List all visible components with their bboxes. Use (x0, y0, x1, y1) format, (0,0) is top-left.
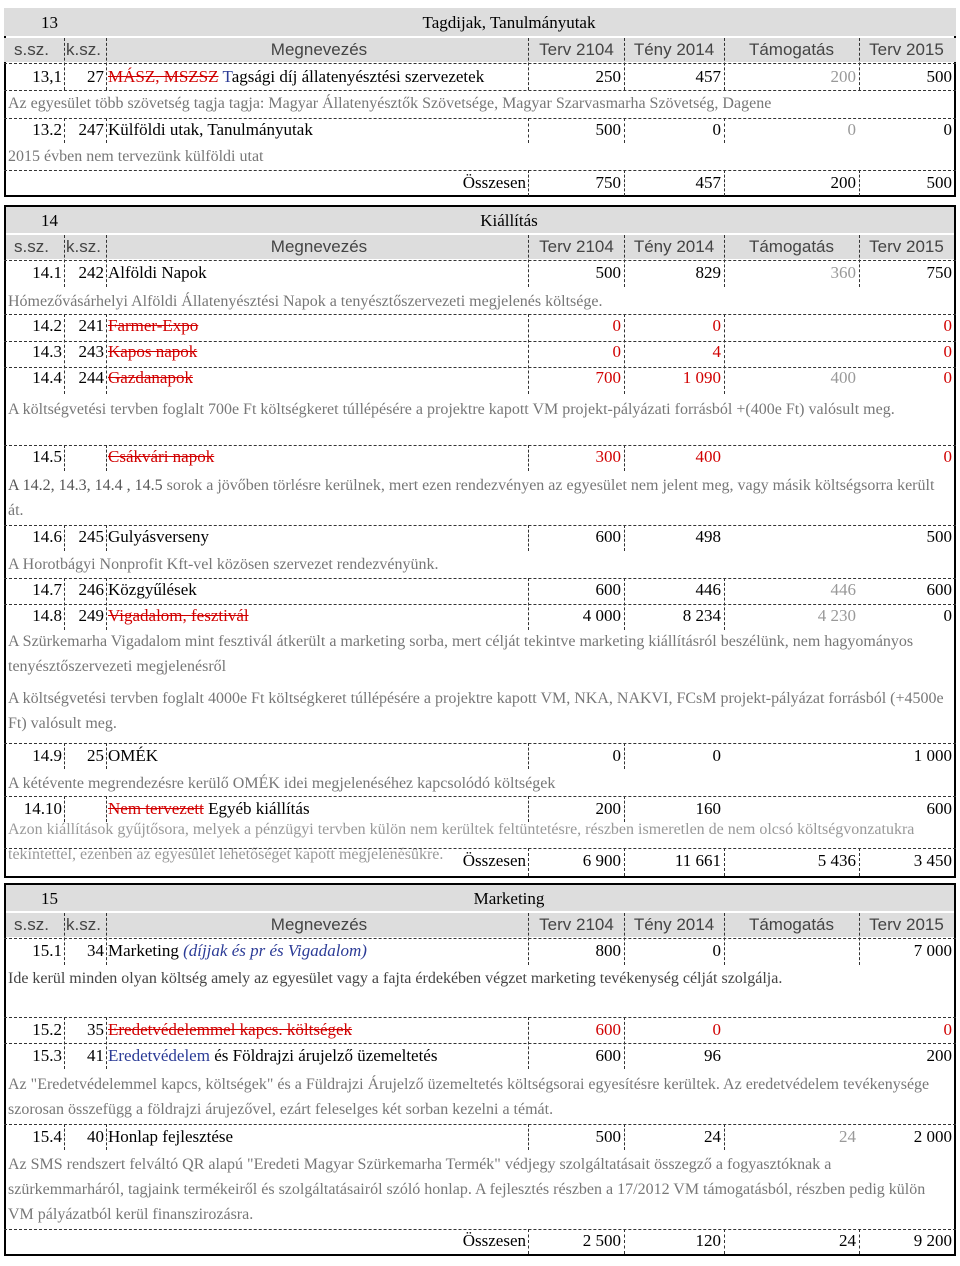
section-15 (4, 883, 956, 1256)
row-tamogatas: 200 (830, 67, 856, 86)
row-name-italic: (díjjak és pr és (183, 941, 288, 960)
column-divider (528, 913, 529, 965)
total-label: Összesen (462, 1231, 526, 1250)
column-divider (106, 118, 107, 143)
row-ksz: 35 (87, 1020, 104, 1039)
column-divider (64, 796, 65, 822)
row-ksz: 27 (87, 67, 104, 86)
table-row-divider (4, 1043, 956, 1044)
row-terv2015: 0 (943, 1020, 952, 1039)
column-divider (859, 1229, 860, 1254)
total-label: Összesen (462, 851, 526, 870)
row-note: 2015 évben nem tervezünk külföldi utat (8, 148, 264, 165)
column-divider (624, 743, 625, 769)
row-name: Csákvári napok (108, 447, 215, 466)
table-row-divider (4, 938, 956, 939)
row-terv2015: 2 000 (913, 1127, 952, 1146)
column-divider (528, 445, 529, 471)
row-terv: 600 (595, 1020, 621, 1039)
row-note: Az SMS rendszert felváltó QR alapú "Eredeti Magyar Szürkemarha Termék" védjegy szolgáltatásait összegző a fogyasztóknak a szürkemmarháról, tagjaink termékeiről és szolgáltatásairól szóló honlap. A fejlesztés részben a 17/2012 VM támogatásból, részben pedig külön VM pályázatból kerül finanszirozásra. (8, 1156, 926, 1223)
row-tamogatas: 4 230 (817, 606, 856, 625)
column-divider (624, 445, 625, 471)
row-terv: 0 (612, 746, 621, 765)
section-number: 13 (41, 13, 58, 32)
row-ssz: 15.1 (32, 941, 62, 960)
header-ksz: k.sz. (66, 40, 101, 59)
row-name-main: Marketing (108, 941, 184, 960)
header-name: Megnevezés (270, 237, 368, 256)
row-teny: 8 234 (682, 606, 721, 625)
row-ssz: 14.5 (32, 447, 62, 466)
row-ssz: 14.3 (32, 342, 62, 361)
row-note: Az egyesület több szövetség tagja tagja: Magyar Állatenyésztők Szövetsége, Magyar Szarvasmarha Szövetség, Dagene (8, 95, 772, 112)
row-ssz: 14.4 (32, 368, 62, 387)
row-ksz: 25 (87, 746, 104, 765)
column-divider (106, 38, 107, 90)
column-divider (528, 743, 529, 769)
row-name: Közgyűlések (108, 580, 197, 599)
row-terv: 600 (595, 580, 621, 599)
column-divider (724, 1124, 725, 1150)
row-ssz: 13,1 (32, 67, 62, 86)
section-title: Marketing (473, 889, 545, 908)
header-terv2104: Terv 2104 (539, 40, 614, 59)
column-divider (724, 170, 725, 196)
section-14 (4, 205, 956, 878)
column-divider (859, 38, 860, 90)
row-name (108, 941, 528, 961)
column-divider (64, 314, 65, 394)
column-divider (624, 578, 625, 630)
row-terv: 250 (595, 67, 621, 86)
row-name: Honlap fejlesztése (108, 1127, 234, 1146)
row-name-rest: és Földrajzi árujelző üzemeltetés (209, 1046, 438, 1065)
column-divider (624, 170, 625, 196)
column-divider (859, 170, 860, 196)
total-terv2015: 3 450 (913, 851, 952, 870)
column-divider (859, 848, 860, 876)
header-terv2104: Terv 2104 (539, 237, 614, 256)
header-teny2014: Tény 2014 (633, 915, 715, 934)
column-divider (859, 913, 860, 965)
row-tamogatas: 400 (830, 368, 856, 387)
row-terv: 500 (595, 263, 621, 282)
table-row-divider (4, 743, 956, 744)
row-teny: 1 090 (682, 368, 721, 387)
header-teny2014: Tény 2014 (633, 237, 715, 256)
row-name-blue: Eredetvédelem (108, 1046, 210, 1065)
row-name-blue: Vigadalom) (287, 941, 367, 960)
row-terv2015: 600 (926, 799, 952, 818)
header-ksz: k.sz. (66, 237, 101, 256)
row-ksz: 41 (87, 1046, 104, 1065)
row-name (108, 67, 528, 87)
column-divider (528, 578, 529, 630)
row-teny: 0 (712, 941, 721, 960)
row-ssz: 14.9 (32, 746, 62, 765)
header-terv2015: Terv 2015 (869, 40, 944, 59)
column-divider (106, 314, 107, 394)
row-terv2015: 0 (943, 120, 952, 139)
row-name-struck: Nem tervezett (108, 799, 204, 818)
row-ssz: 14.8 (32, 606, 62, 625)
header-tamogatas: Támogatás (748, 915, 835, 934)
row-note: Hómezővásárhelyi Alföldi Állatenyésztési Napok a tenyésztőszervezeti megjelenés költsége. (8, 293, 603, 310)
section-title: Tagdijak, Tanulmányutak (422, 13, 596, 32)
section-13 (4, 0, 956, 197)
row-note: A kétévente megrendezésre kerülő OMÉK idei megjelenéséhez kapcsolódó költségek (8, 775, 556, 792)
row-name (108, 799, 528, 819)
row-name: Külföldi utak, Tanulmányutak (108, 120, 313, 139)
row-terv: 800 (595, 941, 621, 960)
row-terv2015: 500 (926, 527, 952, 546)
row-ssz: 15.3 (32, 1046, 62, 1065)
column-divider (859, 235, 860, 287)
row-name: Farmer-Expo (108, 316, 199, 335)
total-tamogatas: 5 436 (817, 851, 856, 870)
row-tamogatas: 0 (847, 120, 856, 139)
row-terv: 500 (595, 120, 621, 139)
column-divider (106, 913, 107, 965)
column-divider (528, 1229, 529, 1254)
column-divider (724, 235, 725, 287)
column-divider (106, 525, 107, 551)
row-terv: 300 (595, 447, 621, 466)
row-note-rows: A 14.2, 14.3, 14.4 , 14.5 (8, 477, 163, 494)
total-terv2015: 500 (926, 173, 952, 192)
row-terv: 600 (595, 1046, 621, 1065)
row-terv2015: 0 (943, 342, 952, 361)
header-name: Megnevezés (270, 40, 368, 59)
header-terv2104: Terv 2104 (539, 915, 614, 934)
column-divider (64, 1017, 65, 1069)
table-row-divider (4, 1124, 956, 1125)
column-divider (528, 1017, 529, 1069)
row-ksz: 34 (87, 941, 104, 960)
table-row-divider (4, 118, 956, 119)
row-ksz: 243 (78, 342, 104, 361)
table-row-divider (4, 445, 956, 446)
column-divider (528, 118, 529, 143)
row-teny: 498 (695, 527, 721, 546)
row-name: Gazdanapok (108, 368, 193, 387)
row-terv: 4 000 (582, 606, 621, 625)
total-terv2015: 9 200 (913, 1231, 952, 1250)
column-divider (528, 235, 529, 287)
table-row-divider (4, 525, 956, 526)
row-note: A Szürkemarha Vigadalom mint fesztivál átkerült a marketing sorba, mert célját tekintve marketing kiállításról beszélünk, nem hagyományos tenyésztőszervezeti megjelenésről (8, 633, 914, 675)
column-divider (724, 848, 725, 876)
row-ksz: 242 (78, 263, 104, 282)
row-terv2015: 0 (943, 368, 952, 387)
column-divider (64, 118, 65, 143)
row-terv: 0 (612, 316, 621, 335)
table-row-divider (4, 848, 956, 849)
row-tamogatas: 24 (839, 1127, 856, 1146)
column-divider (624, 1229, 625, 1254)
row-teny: 829 (695, 263, 721, 282)
column-divider (624, 1124, 625, 1150)
row-note: Ide kerül minden olyan költség amely az egyesület vagy a fajta érdekében végzet marketing tevékenység célját szolgálja. (8, 970, 783, 987)
row-note: A Horotbágyi Nonprofit Kft-vel közösen szervezet rendezvényünk. (8, 556, 439, 573)
row-name: OMÉK (108, 746, 159, 765)
column-divider (724, 578, 725, 630)
column-divider (624, 848, 625, 876)
table-row-divider (4, 260, 956, 261)
row-name: Gulyásverseny (108, 527, 210, 546)
row-name: Alföldi Napok (108, 263, 207, 282)
row-terv: 0 (612, 342, 621, 361)
row-terv2015: 7 000 (913, 941, 952, 960)
row-name: Kapos napok (108, 342, 198, 361)
table-row-divider (4, 170, 956, 171)
section-number: 14 (41, 211, 58, 230)
column-divider (624, 118, 625, 143)
total-terv: 750 (595, 173, 621, 192)
column-divider (106, 743, 107, 769)
row-tamogatas: 360 (830, 263, 856, 282)
row-terv2015: 1 000 (913, 746, 952, 765)
row-teny: 0 (712, 316, 721, 335)
header-terv2015: Terv 2015 (869, 915, 944, 934)
row-name (108, 1046, 528, 1066)
column-divider (724, 38, 725, 90)
column-divider (528, 525, 529, 551)
row-teny: 457 (695, 67, 721, 86)
row-name-struck: MÁSZ, MSZSZ (108, 67, 219, 86)
row-teny: 0 (712, 746, 721, 765)
column-divider (624, 525, 625, 551)
row-note (8, 473, 948, 523)
column-divider (64, 913, 65, 965)
column-divider (724, 1229, 725, 1254)
row-note: Az "Eredetvédelemmel kapcs, költségek" és a Füldrajzi Árujelző üzemeltetés költségsorai egyesítésre kerültek. Az eredetvédelem tevékenysége szorosan összefügg a földrajzi árujezővel, ezárt feleselges két sorban kezelni a témát. (8, 1076, 930, 1118)
column-divider (724, 314, 725, 394)
row-ksz: 246 (78, 580, 104, 599)
row-terv: 500 (595, 1127, 621, 1146)
row-tamogatas: 446 (830, 580, 856, 599)
row-name-rest: Egyéb kiállítás (203, 799, 310, 818)
header-tamogatas: Támogatás (748, 237, 835, 256)
section-number: 15 (41, 889, 58, 908)
column-divider (64, 1124, 65, 1150)
row-teny: 0 (712, 1020, 721, 1039)
column-divider (624, 1017, 625, 1069)
row-ksz: 40 (87, 1127, 104, 1146)
column-divider (624, 38, 625, 90)
row-teny: 160 (695, 799, 721, 818)
row-name: Vigadalom, fesztivál (108, 606, 249, 625)
row-teny: 96 (704, 1046, 721, 1065)
column-divider (64, 38, 65, 90)
column-divider (528, 848, 529, 876)
column-divider (64, 578, 65, 630)
column-divider (106, 1017, 107, 1069)
row-note: A költségvetési tervben foglalt 4000e Ft költségkeret túllépésére a projektre kapott VM, NKA, NAKVI, FCsM projekt-pályázat forrásból (+4500e Ft) valósult meg. (8, 690, 944, 732)
table-row-divider (4, 314, 956, 315)
table-row-divider (4, 578, 956, 579)
table-row-divider (4, 1017, 956, 1018)
row-terv: 600 (595, 527, 621, 546)
header-ssz: s.sz. (14, 915, 49, 934)
column-divider (106, 445, 107, 471)
column-divider (528, 170, 529, 196)
column-divider (106, 578, 107, 630)
row-teny: 400 (695, 447, 721, 466)
row-ksz: 245 (78, 527, 104, 546)
row-terv2015: 0 (943, 447, 952, 466)
row-name-rest: agsági díj állatenyésztési szervezetek (231, 67, 485, 86)
row-terv2015: 0 (943, 316, 952, 335)
column-divider (724, 913, 725, 965)
column-divider (64, 525, 65, 551)
row-teny: 446 (695, 580, 721, 599)
column-divider (106, 1124, 107, 1150)
total-terv: 6 900 (582, 851, 621, 870)
row-ssz: 14.7 (32, 580, 62, 599)
row-ksz: 244 (78, 368, 104, 387)
column-divider (624, 314, 625, 394)
header-teny2014: Tény 2014 (633, 40, 715, 59)
table-row-divider (4, 1229, 956, 1230)
row-note-rest: sorok a jövőben törlésre kerülnek, mert ezen rendezvényen az egyesület nem jelent meg, vagy másik költségsorra került át. (8, 477, 935, 519)
row-terv2015: 500 (926, 67, 952, 86)
table-row-divider (4, 63, 956, 64)
row-terv2015: 750 (926, 263, 952, 282)
row-ssz: 14.1 (32, 263, 62, 282)
column-divider (106, 235, 107, 287)
column-divider (106, 796, 107, 822)
header-tamogatas: Támogatás (748, 40, 835, 59)
row-name-blue: T (222, 67, 232, 86)
row-note: Azon kiállítások gyűjtősora, melyek a pénzügyi tervben külön nem kerültek feltüntetésre, részben ismeretlen de nem olcsó költségvonzatukra tekintettel, ezenben az egyesület lehetőséget kapott megjelenésükre. (8, 821, 915, 863)
table-row-divider (4, 796, 956, 797)
column-divider (64, 445, 65, 471)
column-divider (624, 913, 625, 965)
total-terv: 2 500 (582, 1231, 621, 1250)
header-terv2015: Terv 2015 (869, 237, 944, 256)
header-name: Megnevezés (270, 915, 368, 934)
row-name: Eredetvédelemmel kapcs. költségek (108, 1020, 353, 1039)
row-terv2015: 200 (926, 1046, 952, 1065)
row-ssz: 15.4 (32, 1127, 62, 1146)
column-divider (528, 314, 529, 394)
row-ssz: 13.2 (32, 120, 62, 139)
row-ksz: 249 (78, 606, 104, 625)
total-label: Összesen (462, 173, 526, 192)
section-title: Kiállítás (480, 211, 538, 230)
header-ssz: s.sz. (14, 40, 49, 59)
total-teny: 457 (695, 173, 721, 192)
column-divider (64, 743, 65, 769)
row-terv: 700 (595, 368, 621, 387)
total-teny: 11 661 (674, 851, 721, 870)
header-ssz: s.sz. (14, 237, 49, 256)
row-ssz: 14.10 (23, 799, 62, 818)
row-ksz: 247 (78, 120, 104, 139)
total-tamogatas: 24 (839, 1231, 856, 1250)
row-teny: 4 (712, 342, 721, 361)
row-terv2015: 0 (943, 606, 952, 625)
row-ssz: 15.2 (32, 1020, 62, 1039)
row-ssz: 14.6 (32, 527, 62, 546)
column-divider (624, 235, 625, 287)
row-ssz: 14.2 (32, 316, 62, 335)
total-tamogatas: 200 (830, 173, 856, 192)
total-teny: 120 (695, 1231, 721, 1250)
column-divider (528, 1124, 529, 1150)
column-divider (528, 38, 529, 90)
column-divider (64, 235, 65, 287)
row-teny: 24 (704, 1127, 721, 1146)
row-teny: 0 (712, 120, 721, 139)
column-divider (624, 796, 625, 822)
row-terv: 200 (595, 799, 621, 818)
row-ksz: 241 (78, 316, 104, 335)
row-note: A költségvetési tervben foglalt 700e Ft költségkeret túllépésére a projektre kapott VM projekt-pályázati forrásból +(400e Ft) valósult meg. (8, 401, 895, 418)
row-terv2015: 600 (926, 580, 952, 599)
table-row-divider (4, 604, 956, 605)
column-divider (724, 118, 725, 143)
column-divider (528, 796, 529, 822)
header-ksz: k.sz. (66, 915, 101, 934)
